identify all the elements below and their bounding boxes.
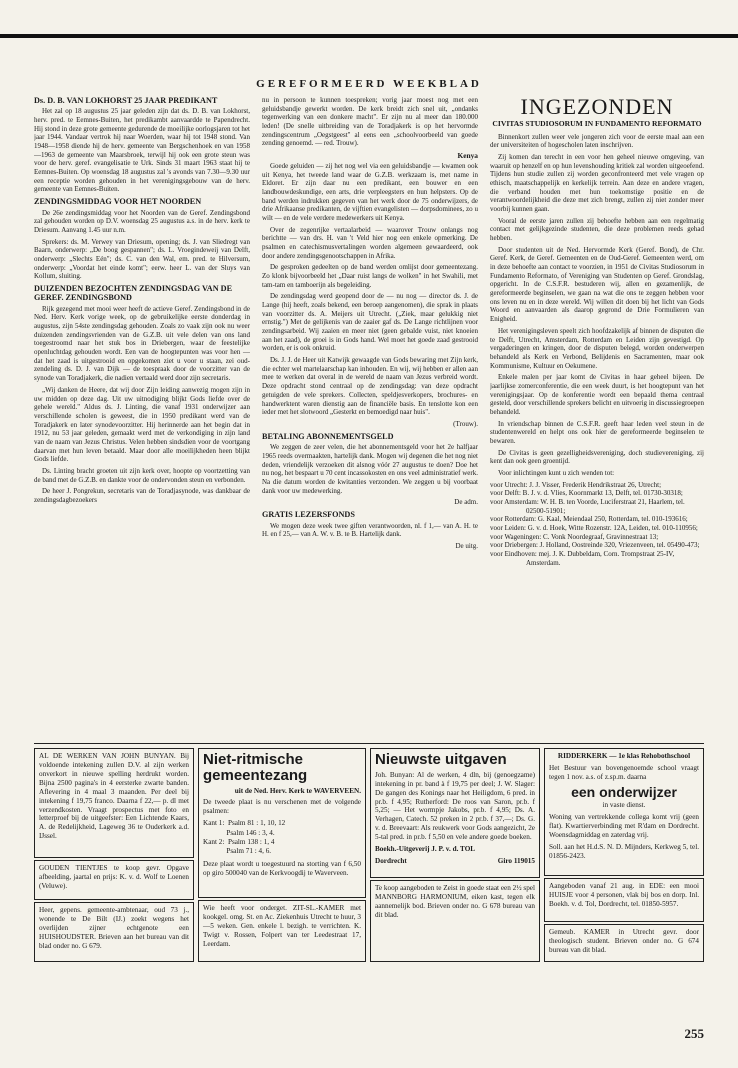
- civitas-subtitle: CIVITAS STUDIOSORUM IN FUNDAMENTO REFORMATO: [492, 119, 702, 128]
- abonnement-heading: BETALING ABONNEMENTSGELD: [262, 431, 394, 441]
- ad-ridderkerk-sub: in vaste dienst.: [602, 801, 646, 810]
- civitas-paragraph: Vooral de eerste jaren zullen zij behoefte hebben aan een regelmatig contact met gelijkgezinde studenten, die deze problemen reeds gehad hebben.: [490, 216, 704, 243]
- abonnement-paragraph: We zeggen de zeer velen, die het abonnementsgeld voor het 2e halfjaar 1965 reeds overmaakten, hartelijk dank. Mogen wij degenen die het nog niet deden, vriendelijk verzoeken dit alsnog vóór 27 augustus te doen? Doe het nu nog, het bespaart u 70 cent incassokosten en ons veel administratief werk. Na die datum worden de kwitanties verzonden. We zeggen u bij voorbaat dank voor uw medewerking.: [262, 443, 478, 495]
- psalm-line: Kant 2: Psalm 138 : 1, 4: [203, 837, 275, 846]
- kenya-signature: (Trouw).: [453, 419, 478, 428]
- ad-huishoudster: [34, 902, 194, 962]
- civitas-paragraph: In vriendschap binnen de C.S.F.R. geeft haar leden veel steun in de studentenwereld en helpt ons ook hier de gereformeerde beginselen te bewaren.: [490, 419, 704, 445]
- duizenden-paragraph: Rijk gezegend met mooi weer heeft de actieve Geref. Zendingsbond in de Ned. Herv. Kerk vorige week, op de gebruikelijke eerste donderdag in augustus, zijn 54ste zendingsdag gehouden. Zoals zo vaak zijn ook nu weer duizenden zendingsvrienden van de G.Z.B. uit vele delen van ons land toegestroomd naar het stuk bos in Driebergen, waar de feestelijke openluchtdag gehouden wordt. Een van de hoogtepunten was voor hen — dat het zaad is uitgestrooid en opgekomen ziet u voor u staan, zei oud-zendeling ds. D. J. van Dijk — de toespraak door de voorzitter van de synode van Toradjakerk, die nadien vertaald werd door zijn secretaris.: [34, 304, 250, 383]
- jubilee-heading: Ds. D. B. VAN LOKHORST 25 JAAR PREDIKANT: [34, 96, 218, 105]
- abonnement-signature: De adm.: [454, 498, 478, 507]
- civitas-paragraph: Zij komen dan terecht in een voor hen geheel nieuwe omgeving, van waaruit op henzelf en op hun levenshouding kritiek zal worden uitgeoefend. Tijdens hun studie zullen zij worden geconfronteerd met vele vragen op ethisch, maatschappelijk en kerkelijk terrein. Aan deze en andere vragen, die verband houden met hun toekomstige positie en de verantwoordelijkheid die deze met zich brengt, zullen zij niet zonder meer voorbij kunnen gaan.: [490, 153, 704, 214]
- column-2: [262, 96, 478, 738]
- jubilee-text: Het zal op 18 augustus 25 jaar geleden zijn dat ds. D. B. van Lokhorst, herv. pred. te Eemnes-Buiten, het predikambt aanvaardde te Papendrecht. Hij stond in deze grote gemeente gedurende de moeilijke oorlogsjaren tot het jaar 1944. Vandaar vertrok hij naar Woerden, waar hij tot 1948 stond. Van 1948—1958 diende hij de herv. gemeente van Bergschenhoek en van 1958—1963 de gemeente van Maarsbroek, terwijl hij ook een grote steun was voor de herv. geref. evangelisatie te Urk. Sinds 31 maart 1963 staat hij te Eemnes-Buiten. Op woensdag 18 augustus zal 's avonds van 7.30—9.30 uur een receptie worden gehouden in het verenigingsgebouw van de herv. gemeente van Eemnes-Buiten.: [34, 107, 250, 194]
- ad-ritmische-title: Niet-ritmische gemeentezang: [203, 751, 308, 784]
- address-line: voor Wageningen: C. Vonk Noordegraaf, Gravinnestraat 13;: [490, 532, 659, 541]
- ad-uitgaven-city: Dordrecht: [375, 857, 407, 866]
- address-line: voor Amsterdam: W. H. B. ten Voorde, Luciferstraat 21, Haarlem, tel. 02500-51901;: [490, 497, 685, 515]
- duizenden-paragraph: Ds. Linting bracht groeten uit zijn kerk over, hoopte op voortzetting van de band met de G.Z.B. en dankte voor de ondervonden steun en verbonden.: [34, 466, 250, 484]
- ad-uitgaven-title: Nieuwste uitgaven: [375, 751, 507, 768]
- ingezonden-title: INGEZONDEN: [520, 96, 674, 119]
- civitas-paragraph: Door studenten uit de Ned. Hervormde Kerk (Geref. Bond), de Chr. Geref. Kerk, de Geref. Gemeenten en de Oud-Geref. Gemeenten werd, om in deze behoefte aan contact te voorzien, in 1951 de Civitas Studiosorum in Fundamento Reformato, of Vereniging van Studenten op Geref. Grondslag, opgericht. In de C.S.F.R. bestuderen wij, allen en gezamenlijk, de gereformeerde beginselen, we gaan na wat die ons te zeggen hebben voor ons leven nu en in deze wereld. Wij willen dit doen bij het licht van Gods Woord en aanvaarden als daarop gegrond de Drie Formulieren van Enigheid.: [490, 245, 704, 324]
- ad-zitslaapkamer-text: Wie heeft voor onderget. ZIT-SL.-KAMER met kookgel. omg. St. en Ac. Ziekenhuis Utrecht te huur, 3—5 weken. Gen. enkele l. bezigh. te verrichten. K. Twigt v. Rossen, Folpert van ter Leedestraat 17, Leerdam.: [203, 904, 361, 948]
- masthead: GEREFORMEERD WEEKBLAD: [256, 78, 482, 90]
- ad-tientjes: [34, 860, 194, 900]
- duizenden-paragraph: „Wij danken de Heere, dat wij door Zijn leiding aanwezig mogen zijn in uw midden op deze dag. Uit uw uitnodiging blijkt Gods liefde over de gehele wereld." Aldus ds. J. Linting, die vanaf 1931 onderwijzer aan verschillende scholen is geweest, die in 1950 predikant werd van de Toradjakerk en later synodevoorzitter. Hij herinnerde aan het begin dat in 1912, nu 53 jaar geleden, gemaakt werd met de verkondiging in zijn land van de naam van Jezus Christus. Velen hebben sindsdien voor de voortgang daarvan met hun leven betaald. Maar door alle moeilijkheden heen blijkt Gods liefde.: [34, 385, 250, 464]
- psalm-line: Kant 1: Psalm 81 : 1, 10, 12: [203, 819, 286, 828]
- gratis-signature: De uitg.: [455, 542, 478, 551]
- zending-heading: ZENDINGSMIDDAG VOOR HET NOORDEN: [34, 197, 202, 207]
- ad-ritmische-intro: De tweede plaat is nu verschenen met de volgende psalmen:: [203, 798, 361, 816]
- ad-nieuwste-uitgaven: [370, 748, 540, 878]
- continued-paragraph: nu in persoon te kunnen toespreken; vorig jaar moest nog met een geluidsbandje gewerkt worden. De kerk breidt zich snel uit, „ondanks tegenwerking van een donkere macht". Er zijn nu al meer dan 180.000 leden! (De snelle uitbreiding van de Toradjakerk is op het hervormde zendingscentrum „Oegstgeest" al eens een „schoolvoorbeeld van goede zending genoemd. — red. Trouw).: [262, 96, 478, 148]
- column-3: [490, 96, 704, 738]
- ad-harmonium: [370, 880, 540, 962]
- page-number: 255: [684, 1026, 704, 1041]
- ad-ede-text: Aangeboden vanaf 21 aug. in EDE: een mooi HUISJE voor 4 personen, vlak bij bos en dorp. Inl. Boekh. v. d. Tol, Dordrecht, tel. 01850-5957.: [549, 882, 699, 908]
- ad-huishoudster-text: Heer, gepens. gemeente-ambtenaar, oud 73 j., wonende te De Bilt (IJ.) zoekt wegens het overlijden zijner echtgenote een HUISHOUDSTER. Brieven aan het bureau van dit blad onder no. G 679.: [39, 906, 189, 950]
- ad-ridderkerk-details: Woning van vertrekkende collega komt vrij (geen flat). Kwartierverbinding met R'dam en Dordrecht. Woensdagmiddag en zaterdag vrij.: [549, 813, 699, 840]
- kenya-subheading: Kenya: [457, 151, 478, 161]
- zending-paragraph: De 26e zendingsmiddag voor het Noorden van de Geref. Zendingsbond zal gehouden worden op D.V. woensdag 25 augustus a.s. in de herv. kerk te Driesum. Aanvang 1.45 uur n.m.: [34, 208, 250, 234]
- ad-uitgaven-giro: Giro 119015: [497, 857, 535, 866]
- ad-ritmische-order: Deze plaat wordt u toegestuurd na storting van f 6,50 op giro 500040 van de Kerkvoogdij te Waverveen.: [203, 859, 361, 877]
- duizenden-heading: DUIZENDEN BEZOCHTEN ZENDINGSDAG VAN DE GEREF. ZENDINGSBOND: [34, 283, 233, 303]
- ad-bunyan-text: AL DE WERKEN VAN JOHN BUNYAN. Bij voldoende intekening zullen D.V. al zijn werken onverkort in nieuwe spelling herdrukt worden. Bijna 2500 pagina's in 4 eersterke zwarte banden. Aflevering in 4 maal 3 maanden. Per deel bij intekening f 19,75 franco. Daarna f 22,— p. dl met verzendkosten. Vraagt prospectus met foto en letterproef bij de uitgeefster: Een Lichtende Kaars, A. de Redelijkheid, Lageweg 36 te Ouderkerk a.d. IJssel.: [39, 752, 189, 841]
- civitas-paragraph: Enkele malen per jaar komt de Civitas in haar geheel bijeen. De jaarlijkse zomerconferentie, die een week duurt, is het hoogtepunt van het verenigingsjaar. Op de konferentie wordt een bepaald thema centraal gesteld, door verschillende sprekers belicht en uitvoerig in discussiegroepen behandeld.: [490, 373, 704, 416]
- address-line: voor Delft: B. J. v. d. Vlies, Koornmarkt 13, Delft, tel. 01730-30318;: [490, 489, 683, 498]
- address-line: voor Eindhoven: mej. J. K. Dubbeldam, Corn. Trompstraat 25-IV, Amsterdam.: [490, 549, 675, 567]
- duizenden-paragraph: De heer J. Pongrekun, secretaris van de Toradjasynode, was dankbaar de zendingsdagbezoekers: [34, 487, 250, 504]
- civitas-paragraph: De Civitas is geen gezelligheidsvereniging, doch studievereniging, zij kent dan ook geen groentijd.: [490, 448, 704, 466]
- ad-ritmische-sub: uit de Ned. Herv. Kerk te WAVERVEEN.: [234, 786, 361, 795]
- ad-ede: [544, 878, 704, 922]
- kenya-paragraph: Over de zegenrijke vertaalarbeid — waarover Trouw onlangs nog berichtte — van drs. H. van 't Veld hier nog een enkele opmerking. De psalmen en catechismusvertalingen worden algemeen gewaardeerd, ook door andere zendingsgenootschappen in Afrika.: [262, 225, 478, 260]
- civitas-paragraph: Het verenigingsleven speelt zich hoofdzakelijk af binnen de disputen die te Delft, Utrecht, Amsterdam, Rotterdam en Leiden zijn gevestigd. Op vergaderingen en kringen, door de disputen belegd, worden onderwerpen behandeld als Kerk en Verbond, Belijdenis en Sacramenten, maar ook Kommunisme, Kultuur en Oekumene.: [490, 326, 704, 370]
- ad-kamer-text: Gemeub. KAMER in Utrecht gevr. door theologisch student. Brieven onder no. G 674 bureau van dit blad.: [549, 928, 699, 954]
- zending-paragraph: Sprekers: ds. M. Verwey van Driesum, opening; ds. J. van Sliedregt van Baarn, onderwerp: „De boog gespannen"; ds. L. Vroegindeweij van Delft, onderwerp: „Slechts Eén"; ds. C. van den Wal, em. pred. te Hilversum, onderwerp: „Voordat het einde komt"; eerw. heer L. van der Sluys van Kollum, sluiting.: [34, 237, 250, 281]
- kenya-paragraph: De zendingsdag werd geopend door de — nu nog — director ds. J. de Lange (hij heeft, zoals bekend, een beroep aangenomen), die sprak in plaats van voorzitter ds. A. Meijers uit Utrecht. („Ziek, maar gelukkig niet ernstig.") Met de gelijkenis van de zaaier gaf ds. De Lange richtlijnen voor zendingsarbeid. Wij zaaien en meer niet (geen gebalde vuist, niet knoeien aan het zaad), de groei is in Gods hand. Wel moet het goede zaad gestrooid worden, er is ook onkruid.: [262, 292, 478, 353]
- ad-ridderkerk-head: RIDDERKERK — 1e klas Rehobothschool: [557, 752, 691, 760]
- gratis-heading: GRATIS LEZERSFONDS: [262, 510, 355, 520]
- top-rule: [0, 34, 738, 38]
- kenya-paragraph: Ds. J. J. de Heer uit Katwijk gewaagde van Gods bewaring met Zijn kerk, die echter wel martelaarschap kan inhouden. En wij, wij hebben er allen aan mee te werken dat overal in de wereld de naam van Jezus verbreid wordt. Deze opdracht stond centraal op de zendingsdag: van deze opdracht getuigden de vele sprekers. Collecten, speldjesverkopers, brochures- en handwerktent waren dienstig aan de financiële basis. En tenslotte kon een ieder met het slotwoord „Gesterkt en bemoedigd naar huis".: [262, 356, 478, 417]
- column-1: [34, 96, 250, 738]
- ad-bunyan: [34, 748, 194, 858]
- ad-ridderkerk-contact: Soll. aan het H.d.S. N. D. Mijnders, Kerkweg 5, tel. 01856-2423.: [549, 843, 699, 861]
- civitas-paragraph: Binnenkort zullen weer vele jongeren zich voor de eerste maal aan een der universiteiten of hogescholen laten inschrijven.: [490, 132, 704, 150]
- psalm-line: Psalm 146 : 3, 4.: [203, 828, 275, 837]
- address-line: voor Rotterdam: G. Kaal, Meiendaal 250, Rotterdam, tel. 010-193616;: [490, 515, 688, 524]
- ad-ridderkerk-intro: Het Bestuur van bovengenoemde school vraagt tegen 1 nov. a.s. of z.sp.m. daarna: [549, 763, 699, 781]
- ad-ritmische: [198, 748, 366, 898]
- ad-ridderkerk: [544, 748, 704, 876]
- ad-zitslaapkamer: [198, 900, 366, 962]
- ad-harmonium-text: Te koop aangeboden te Zeist in goede staat een 2½ spel MANNBORG HARMONIUM, eiken kast, tegen elk aannemelijk bod. Brieven onder no. G 678 bureau van dit blad.: [375, 884, 535, 919]
- address-line: voor Driebergen: J. Holland, Oostreinde 320, Vriezenveen, tel. 05490-473;: [490, 541, 700, 550]
- civitas-paragraph: Voor inlichtingen kunt u zich wenden tot:: [498, 468, 615, 477]
- ad-ridderkerk-vacancy: een onderwijzer: [571, 783, 677, 800]
- section-divider: [34, 743, 704, 744]
- kenya-paragraph: Goede geluiden — zij het nog wel via een geluidsbandje — kwamen ook uit Kenya, het tweede land waar de G.Z.B. werkzaam is, met name in Eldoret. Er zijn daar nu een predikant, een bouwer en een landbouwdeskundige, een arts, drie verpleegsters en hun helpsters. Op de band werden indrukken gegeven van het werk door de 75 onderwijzers, de drie Afrikaanse predikanten, de vijftien evangelisten — dorpsdominees, zo u wilt — en de vele verdere medewerkers uit Kenya.: [262, 162, 478, 223]
- ad-kamer: [544, 924, 704, 962]
- gratis-paragraph: We mogen deze week twee giften verantwoorden, nl. f 1,— van A. H. te H. en f 25,— van A. W. v. B. te B. Hartelijk dank.: [262, 521, 478, 539]
- kenya-paragraph: De gesproken gedeelten op de band werden omlijst door gemeentezang. Zo klonk bijvoorbeeld het „Daar ruist langs de wolken" in het Swahili, met tam-tam en tamboerijn als begeleiding.: [262, 263, 478, 289]
- address-line: voor Utrecht: J. J. Visser, Frederik Hendrikstraat 26, Utrecht;: [490, 480, 662, 489]
- ad-tientjes-text: GOUDEN TIENTJES te koop gevr. Opgave afbeelding, jaartal en prijs: K. v. d. Wolf te Loenen (Veluwe).: [39, 864, 189, 890]
- address-line: voor Leiden: G. v. d. Hoek, Witte Rozenstr. 12A, Leiden, tel. 010-110956;: [490, 523, 698, 532]
- ad-uitgaven-publisher: Boekh.-Uitgeverij J. P. v. d. TOL: [375, 845, 476, 854]
- ad-uitgaven-text: Joh. Bunyan: Al de werken, 4 dln, bij (genoegzame) intekening in pr. band à f 19,75 per deel; J. W. Slager: De gangen des Konings naar het Heiligdom, 6 pred. in pr.b. f 4,95; Rutherford: De roos van Saron, pr.b. f 5,25; — Het wormpje Jakobs, pr.b. f 4,95; Ds. A. Verhagen, Catech. 52 preken in 2 pr.b. f 37,—; Ds. G. v. d. Breevaart: Als reukwerk voor Gods aangezicht, 2e 5-tal pred. in pr.b. f 5,50 en vele andere goede boeken.: [375, 770, 535, 842]
- psalm-line: Psalm 71 : 4, 6.: [203, 847, 272, 856]
